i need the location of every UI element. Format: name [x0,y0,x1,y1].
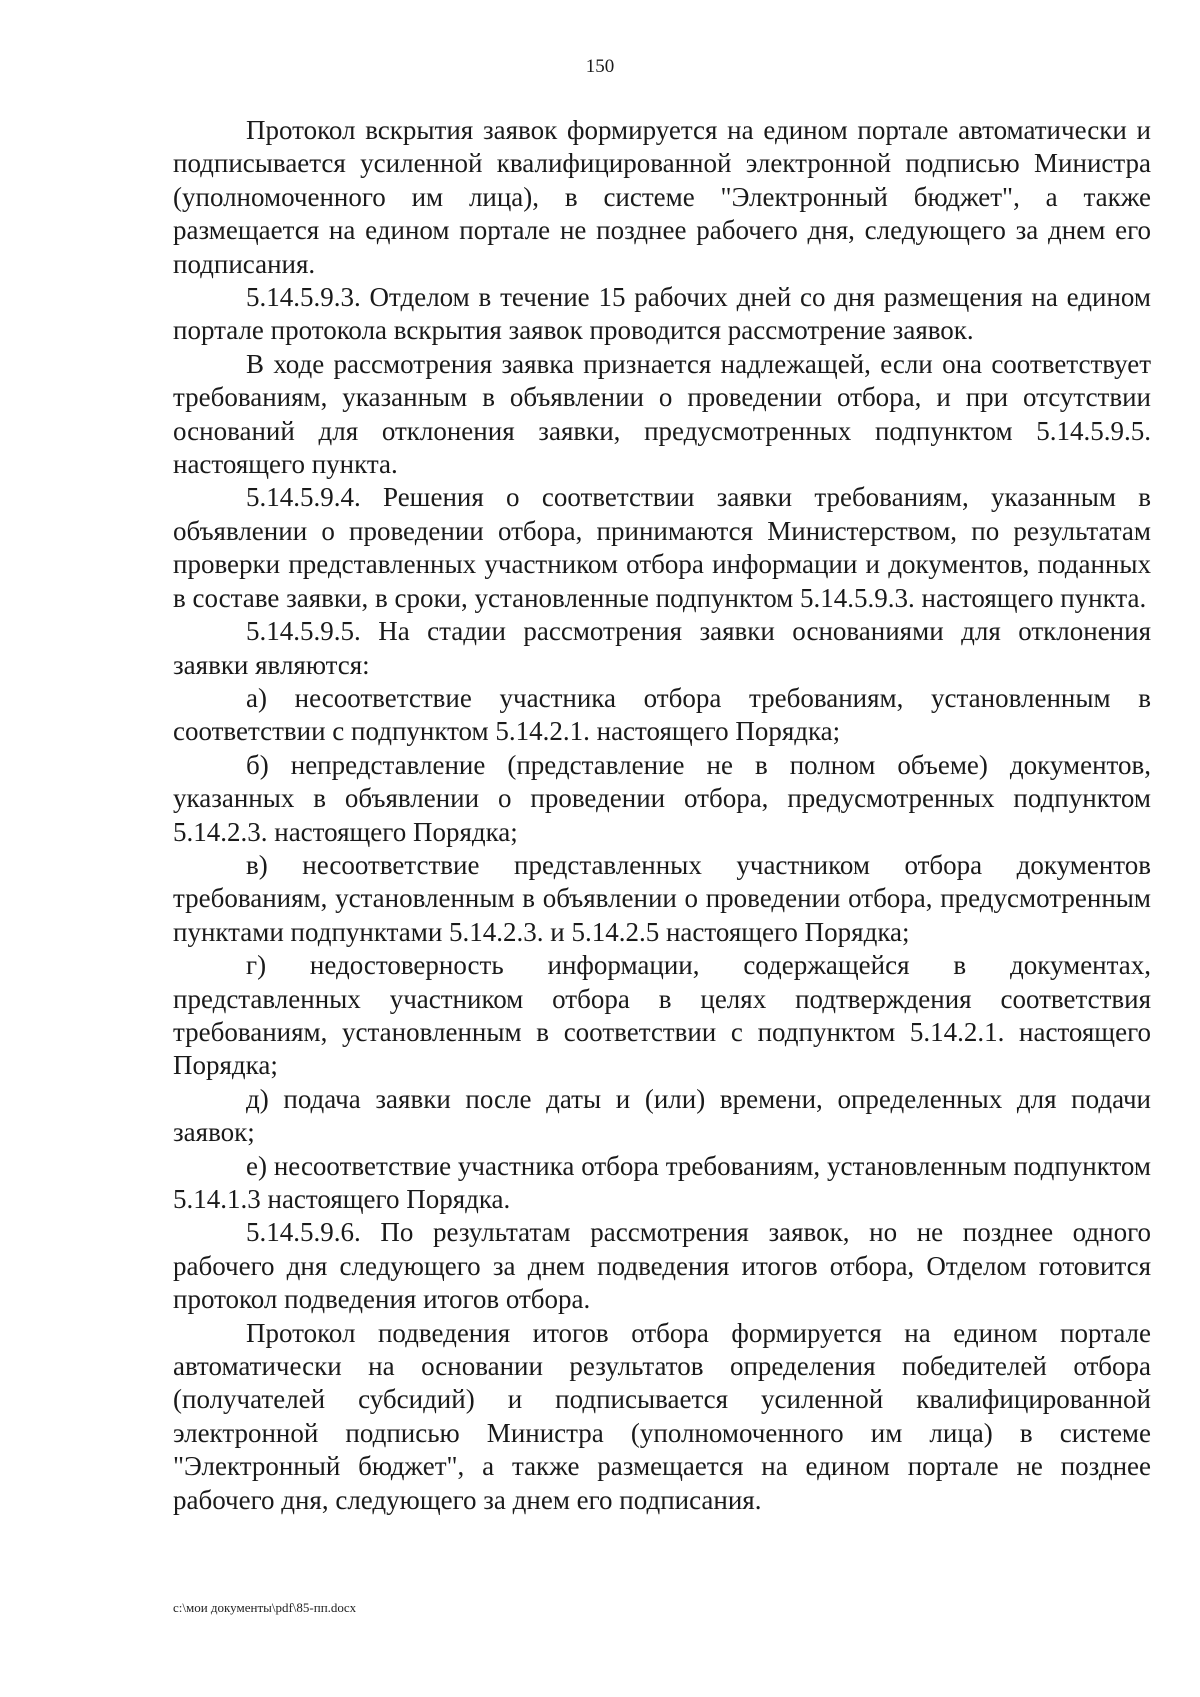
page-number: 150 [585,56,615,77]
paragraph-5-14-5-9-3: 5.14.5.9.3. Отделом в течение 15 рабочих дней со дня размещения на едином портале протокола вскрытия заявок проводится рассмотрение заявок. [173,282,1151,346]
paragraph-protocol-opening: Протокол вскрытия заявок формируется на едином портале автоматически и подписывается усиленной квалифицированной электронной подписью Министра (уполномоченного им лица), в системе "Электронный бюджет", а также размещается на едином портале не позднее рабочего дня, следующего за днем его подписания. [173,115,1151,279]
list-item-e: е) несоответствие участника отбора требованиям, установленным подпунктом 5.14.1.3 настоящего Порядка. [173,1150,1151,1214]
paragraph-5-14-5-9-5: 5.14.5.9.5. На стадии рассмотрения заявки основаниями для отклонения заявки являются: [173,616,1151,680]
list-item-a: а) несоответствие участника отбора требованиям, установленным в соответствии с подпунктом 5.14.2.1. настоящего Порядка; [173,682,1151,747]
list-item-d: д) подача заявки после даты и (или) времени, определенных для подачи заявок; [173,1083,1151,1148]
paragraph-review-proper: В ходе рассмотрения заявка признается надлежащей, если она соответствует требованиям, указанным в объявлении о проведении отбора, и при отсутствии оснований для отклонения заявки, предусмотренных подпунктом 5.14.5.9.5. настоящего пункта. [173,348,1151,480]
list-item-b: б) непредставление (представление не в полном объеме) документов, указанных в объявлении о проведении отбора, предусмотренных подпунктом 5.14.2.3. настоящего Порядка; [173,749,1151,847]
list-item-g: г) недостоверность информации, содержащейся в документах, представленных участником отбора в целях подтверждения соответствия требованиям, установленным в соответствии с подпунктом 5.14.2.1. настоящего Порядка; [173,950,1151,1081]
list-item-v: в) несоответствие представленных участником отбора документов требованиям, установленным в объявлении о проведении отбора, предусмотренным пунктами подпунктами 5.14.2.3. и 5.14.2.5 настоящего Порядка; [173,849,1151,947]
footer-file-path: c:\мои документы\pdf\85-пп.docx [173,1600,357,1615]
paragraph-5-14-5-9-4: 5.14.5.9.4. Решения о соответствии заявки требованиям, указанным в объявлении о проведении отбора, принимаются Министерством, по результатам проверки представленных участником отбора информации и документов, поданных в составе заявки, в сроки, установленные подпунктом 5.14.5.9.3. настоящего пункта. [173,482,1151,613]
paragraph-5-14-5-9-6: 5.14.5.9.6. По результатам рассмотрения заявок, но не позднее одного рабочего дня следующего за днем подведения итогов отбора, Отделом готовится протокол подведения итогов отбора. [173,1217,1151,1315]
document-body [173,114,1151,1517]
paragraph-protocol-results: Протокол подведения итогов отбора формируется на едином портале автоматически на основании результатов определения победителей отбора (получателей субсидий) и подписывается усиленной квалифицированной электронной подписью Министра (уполномоченного им лица) в системе "Электронный бюджет", а также размещается на едином портале не позднее рабочего дня, следующего за днем его подписания. [173,1317,1151,1515]
